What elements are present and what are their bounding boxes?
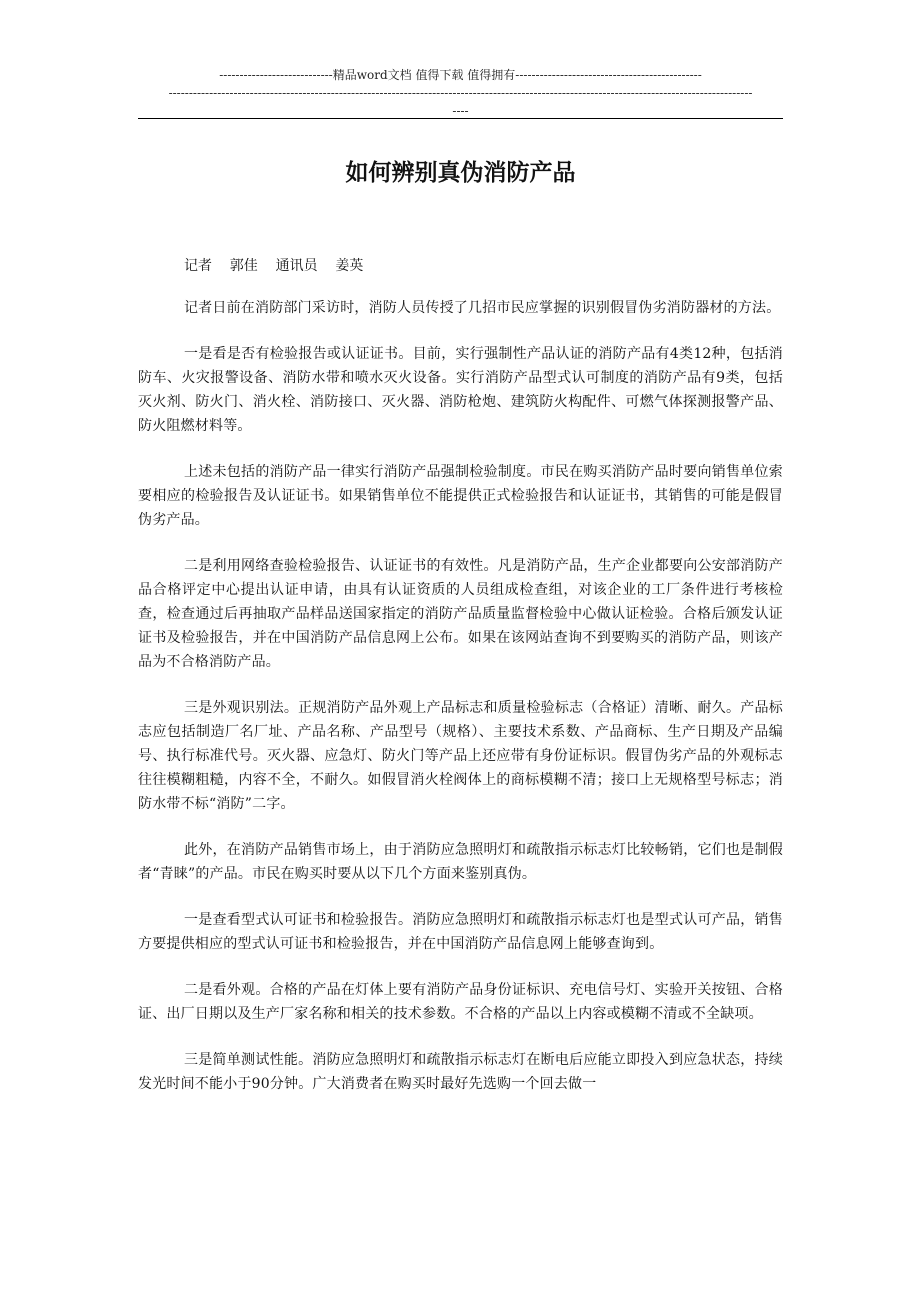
article-body xyxy=(138,296,783,1118)
header-banner-text: ----------------------------精品word文档 值得下载 值得拥有---------------------------------------------- xyxy=(219,68,702,82)
header-dash-tail: ---- xyxy=(452,104,469,118)
header-dash-line: ------------------------------------------------------------------------------------------------------------------------------------------------ xyxy=(168,86,753,100)
header-divider xyxy=(138,118,783,119)
byline: 记者 郭佳 通讯员 姜英 xyxy=(184,258,364,274)
paragraph-appearance-check: 三是外观识别法。正规消防产品外观上产品标志和质量检验标志（合格证）清晰、耐久。产品标志应包括制造厂名厂址、产品名称、产品型号（规格）、主要技术系数、产品商标、生产日期及产品编号、执行标准代号。灭火器、应急灯、防火门等产品上还应带有身份证标识。假冒伪劣产品的外观标志往往模糊粗糙，内容不全，不耐久。如假冒消火栓阀体上的商标模糊不清；接口上无规格型号标志；消防水带不标“消防”二字。 xyxy=(138,700,783,812)
paragraph-performance-test: 三是简单测试性能。消防应急照明灯和疏散指示标志灯在断电后应能立即投入到应急状态，持续发光时间不能小于90分钟。广大消费者在购买时最好先选购一个回去做一 xyxy=(138,1052,783,1092)
document-title: 如何辨别真伪消防产品 xyxy=(345,160,576,186)
page-header xyxy=(138,66,783,120)
paragraph-mandatory-inspection: 上述未包括的消防产品一律实行消防产品强制检验制度。市民在购买消防产品时要向销售单位索要相应的检验报告及认证证书。如果销售单位不能提供正式检验报告和认证证书，其销售的可能是假冒伪劣产品。 xyxy=(138,464,783,528)
paragraph-certificate-check: 一是看是否有检验报告或认证证书。目前，实行强制性产品认证的消防产品有4类12种，包括消防车、火灾报警设备、消防水带和喷水灭火设备。实行消防产品型式认可制度的消防产品有9类，包括灭火剂、防火门、消火栓、消防接口、灭火器、消防枪炮、建筑防火构配件、可燃气体探测报警产品、防火阻燃材料等。 xyxy=(138,346,783,434)
paragraph-type-approval: 一是查看型式认可证书和检验报告。消防应急照明灯和疏散指示标志灯也是型式认可产品，销售方要提供相应的型式认可证书和检验报告，并在中国消防产品信息网上能够查询到。 xyxy=(138,912,783,952)
paragraph-online-verification: 二是利用网络查验检验报告、认证证书的有效性。凡是消防产品，生产企业都要向公安部消防产品合格评定中心提出认证申请，由具有认证资质的人员组成检查组，对该企业的工厂条件进行考核检查，检查通过后再抽取产品样品送国家指定的消防产品质量监督检验中心做认证检验。合格后颁发认证证书及检验报告，并在中国消防产品信息网上公布。如果在该网站查询不到要购买的消防产品，则该产品为不合格消防产品。 xyxy=(138,558,783,670)
paragraph-emergency-lights: 此外，在消防产品销售市场上，由于消防应急照明灯和疏散指示标志灯比较畅销，它们也是制假者“青睐”的产品。市民在购买时要从以下几个方面来鉴别真伪。 xyxy=(138,842,783,882)
paragraph-exterior: 二是看外观。合格的产品在灯体上要有消防产品身份证标识、充电信号灯、实验开关按钮、合格证、出厂日期以及生产厂家名称和相关的技术参数。不合格的产品以上内容或模糊不清或不全缺项。 xyxy=(138,982,783,1022)
paragraph-intro: 记者日前在消防部门采访时，消防人员传授了几招市民应掌握的识别假冒伪劣消防器材的方法。 xyxy=(184,300,781,316)
